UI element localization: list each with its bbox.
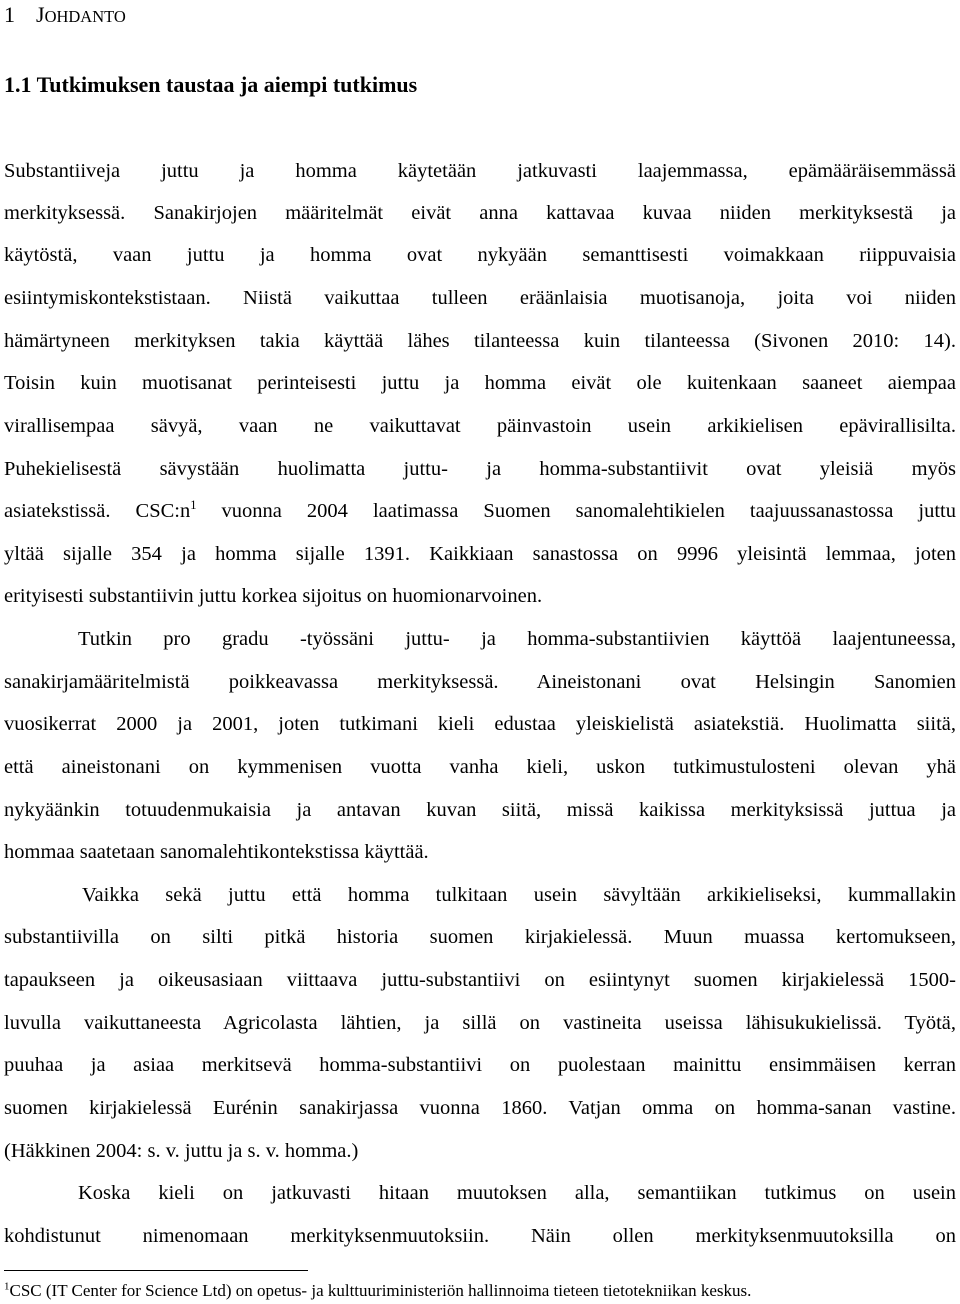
text-line: tapaukseen ja oikeusasiaan viittaava juttu-substantiivi on esiintynyt suomen kirjakielessä 1500- [4,969,956,991]
text-line: Substantiiveja juttu ja homma käytetään jatkuvasti laajemmassa, epämääräisemmässä [4,160,956,182]
text-line: merkityksessä. Sanakirjojen määritelmät eivät anna kattavaa kuvaa niiden merkityksestä ja [4,202,956,224]
text-line: vuosikerrat 2000 ja 2001, joten tutkimani kieli edustaa yleiskielistä asiatekstiä. Huolimatta siitä, [4,713,956,735]
text-line: virallisempaa sävyä, vaan ne vaikuttavat päinvastoin usein arkikielisen epävirallisilta. [4,415,956,437]
text-line-with-footnote-ref [4,497,956,525]
text-before-ref: asiatekstissä. CSC:n [4,500,191,522]
text-line: hämärtyneen merkityksen takia käyttää lähes tilanteessa kuin tilanteessa (Sivonen 2010: 14). [4,330,956,352]
footnote-text: CSC (IT Center for Science Ltd) on opetus- ja kulttuuriministeriön hallinnoima tieteen tietotekniikan keskus. [9,1281,752,1300]
text-line: Toisin kuin muotisanat perinteisesti juttu ja homma eivät ole kuitenkaan saaneet aiempaa [4,372,956,394]
text-line: puuhaa ja asiaa merkitsevä homma-substantiivi on puolestaan mainittu ensimmäisen kerran [4,1054,956,1076]
chapter-title-rest: OHDANTO [44,7,126,26]
section-heading: 1.1 Tutkimuksen taustaa ja aiempi tutkimus [4,72,418,97]
footnote [4,1280,751,1302]
text-line: että aineistonani on kymmenisen vuotta vanha kieli, uskon tutkimustulosteni olevan yhä [4,756,956,778]
text-line: (Häkkinen 2004: s. v. juttu ja s. v. homma.) [4,1140,359,1162]
text-line: suomen kirjakielessä Eurénin sanakirjassa vuonna 1860. Vatjan omma on homma-sanan vastine. [4,1097,956,1119]
text-line: esiintymiskontekstistaan. Niistä vaikuttaa tulleen eräänlaisia muotisanoja, joita voi niiden [4,287,956,309]
text-line: Puhekielisestä sävystään huolimatta juttu- ja homma-substantiivit ovat yleisiä myös [4,458,956,480]
text-after-ref: vuonna 2004 laatimassa Suomen sanomalehtikielen taajuussanastossa juttu [196,500,956,522]
text-line: substantiivilla on silti pitkä historia suomen kirjakielessä. Muun muassa kertomukseen, [4,926,956,948]
text-line: sanakirjamääritelmistä poikkeavassa merkityksessä. Aineistonani ovat Helsingin Sanomien [4,671,956,693]
text-line: käytöstä, vaan juttu ja homma ovat nykyään semanttisesti voimakkaan riippuvaisia [4,244,956,266]
text-line: kohdistunut nimenomaan merkityksenmuutoksiin. Näin ollen merkityksenmuutoksilla on [4,1225,956,1247]
text-line: luvulla vaikuttaneesta Agricolasta lähtien, ja sillä on vastineita useissa lähisukukielissä. Työtä, [4,1012,956,1034]
chapter-number: 1 [4,2,15,27]
text-line: Koska kieli on jatkuvasti hitaan muutoksen alla, semantiikan tutkimus on usein [78,1182,956,1204]
text-line: erityisesti substantiivin juttu korkea sijoitus on huomionarvoinen. [4,585,543,607]
footnote-ref: 1 [190,498,197,513]
footnote-marker: 1 [4,1280,10,1293]
text-line: yltää sijalle 354 ja homma sijalle 1391. Kaikkiaan sanastossa on 9996 yleisintä lemmaa, joten [4,543,956,565]
chapter-title-initial: J [36,2,45,27]
footnote-separator [4,1270,308,1271]
text-line: Tutkin pro gradu -työssäni juttu- ja homma-substantiivien käyttöä laajentuneessa, [78,628,956,650]
text-line: hommaa saatetaan sanomalehtikontekstissa käyttää. [4,841,429,863]
chapter-heading [4,0,126,32]
text-line: Vaikka sekä juttu että homma tulkitaan usein sävyltään arkikieliseksi, kummallakin [82,884,956,906]
text-line: nykyäänkin totuudenmukaisia ja antavan kuvan siitä, missä kaikissa merkityksissä juttua ja [4,799,956,821]
